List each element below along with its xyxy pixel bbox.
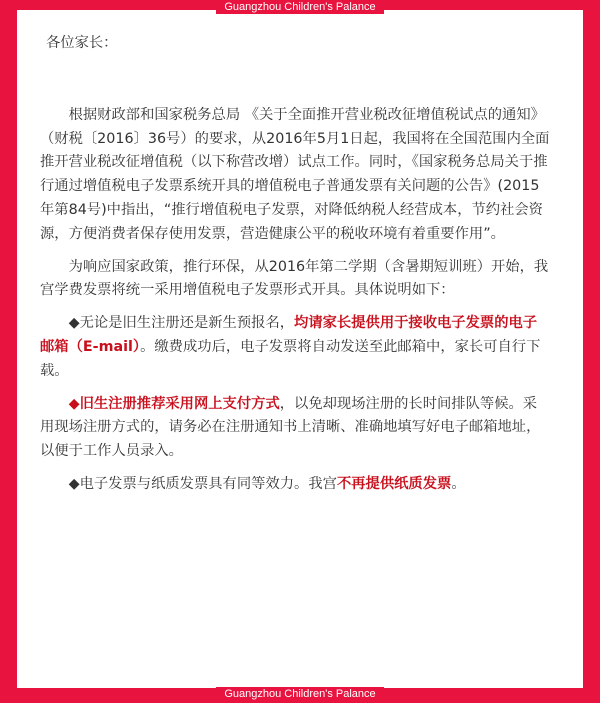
bullet-online-payment-highlight: ◆旧生注册推荐采用网上支付方式 bbox=[68, 395, 280, 412]
bottom-banner-text: Guangzhou Children's Palance bbox=[216, 687, 383, 701]
bullet-paper-invoice-post: 。 bbox=[451, 475, 466, 492]
top-banner bbox=[0, 0, 600, 16]
bullet-email-post: 。缴费成功后，电子发票将自动发送至此邮箱中，家长可自行下载。 bbox=[40, 338, 541, 379]
bullet-online-payment-post: ，以免却现场注册的长时间排队等候。采用现场注册方式的，请务必在注册通知书上清晰、准确地填写好电子邮箱地址，以便于工作人员录入。 bbox=[40, 395, 541, 460]
greeting: 各位家长： bbox=[46, 35, 118, 51]
bullet-online-payment bbox=[40, 393, 550, 464]
top-banner-text: Guangzhou Children's Palance bbox=[216, 0, 383, 14]
paragraph-announcement: 为响应国家政策，推行环保，从2016年第二学期（含暑期短训班）开始，我宫学费发票将统一采用增值税电子发票形式开具。具体说明如下： bbox=[40, 258, 549, 299]
paragraph-policy: 根据财政部和国家税务总局 《关于全面推开营业税改征增值税试点的通知》（财税〔2016〕36号）的要求，从2016年5月1日起，我国将在全国范围内全面推开营业税改征增值税（以下称营改增）试点工作。同时，《国家税务总局关于推行通过增值税电子发票系统开具的增值税电子普通发票有关问题的公告》(2015年第84号)中指出，“推行增值税电子发票，对降低纳税人经营成本，节约社会资源，方便消费者保存使用发票，营造健康公平的税收环境有着重要作用”。 bbox=[40, 106, 550, 242]
bullet-paper-invoice bbox=[40, 473, 550, 497]
bullet-email-pre: ◆无论是旧生注册还是新生预报名， bbox=[68, 315, 295, 332]
bullet-email-highlight: 均请家长提供用于接收电子发票的电子邮箱（E-mail） bbox=[40, 315, 538, 355]
bullet-email bbox=[40, 312, 550, 383]
bullet-paper-invoice-highlight: 不再提供纸质发票 bbox=[336, 475, 452, 492]
notice-body bbox=[40, 32, 550, 506]
bullet-paper-invoice-pre: ◆电子发票与纸质发票具有同等效力。我宫 bbox=[68, 475, 337, 492]
